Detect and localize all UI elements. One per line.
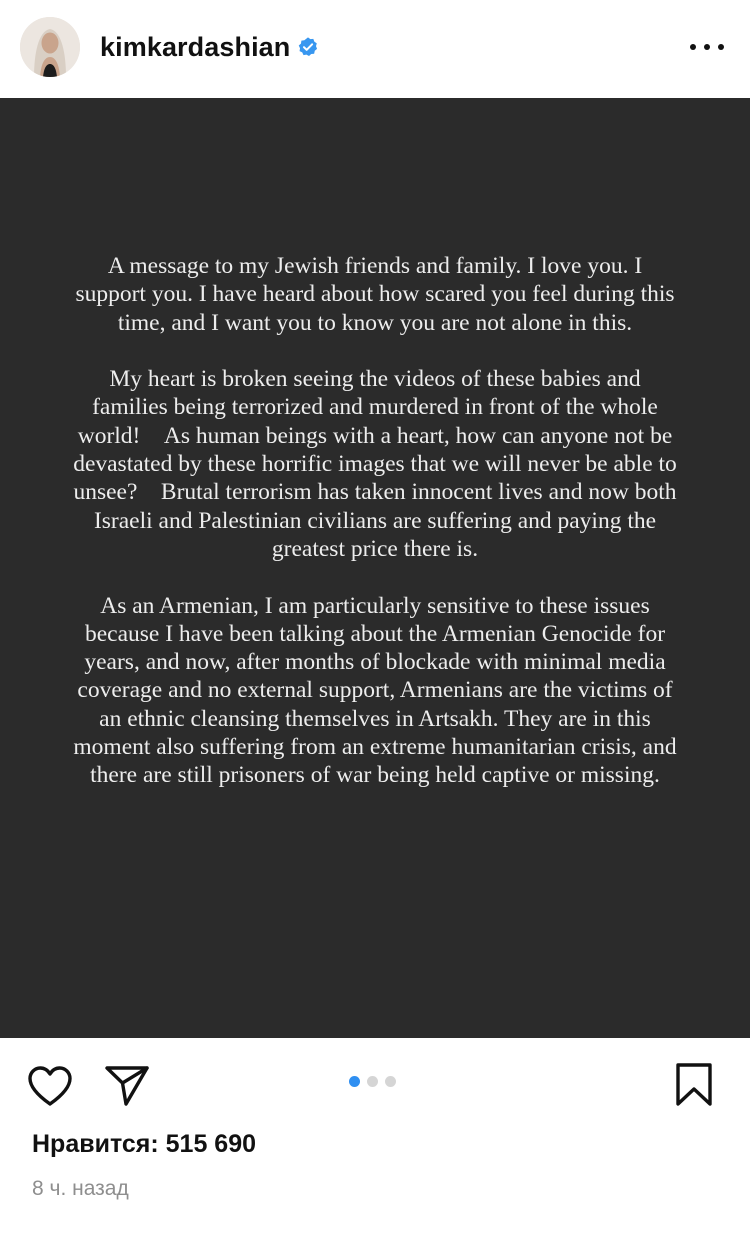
message-paragraph-2: My heart is broken seeing the videos of these babies and families being terrorized and murdered in front of the whole world! As human beings with a heart, how can anyone not be devastated by these horrific images that we will never be able to unsee? Brutal terrorism has taken innocent lives and now both Israeli and Palestinian civilians are suffering and paying the greatest price there is. [73, 366, 677, 562]
like-button[interactable] [27, 1065, 73, 1107]
bookmark-icon [674, 1062, 714, 1108]
send-icon [104, 1064, 150, 1108]
heart-icon [27, 1065, 73, 1107]
carousel-dot [367, 1076, 378, 1087]
message-paragraph-3: As an Armenian, I am particularly sensitive to these issues because I have been talking about the Armenian Genocide for years, and now, after months of blockade with minimal media coverage and no external support, Armenians are the victims of an ethnic cleansing themselves in Artsakh. They are in this moment also suffering from an extreme humanitarian crisis, and there are still prisoners of war being held captive or missing. [73, 592, 677, 789]
save-button[interactable] [674, 1062, 714, 1108]
share-button[interactable] [104, 1064, 150, 1108]
username[interactable]: kimkardashian [100, 31, 291, 62]
action-bar [0, 1038, 750, 1134]
more-dot [704, 44, 710, 50]
carousel-indicator [349, 1076, 396, 1087]
username-row [100, 30, 319, 64]
likes-count[interactable]: Нравится: 515 690 [32, 1130, 257, 1158]
more-dot [690, 44, 696, 50]
post-image[interactable] [0, 98, 750, 1038]
carousel-dot-active [349, 1076, 360, 1087]
carousel-dot [385, 1076, 396, 1087]
more-options-icon[interactable] [690, 34, 724, 60]
avatar-photo [20, 17, 80, 77]
post-timestamp: 8 ч. назад [32, 1177, 129, 1200]
story-message [72, 252, 678, 790]
more-dot [718, 44, 724, 50]
avatar[interactable] [20, 17, 80, 77]
message-paragraph-1: A message to my Jewish friends and family. I love you. I support you. I have heard about how scared you feel during this time, and I want you to know you are not alone in this. [75, 253, 675, 336]
post-header [0, 0, 750, 98]
verified-badge-icon [297, 36, 319, 58]
